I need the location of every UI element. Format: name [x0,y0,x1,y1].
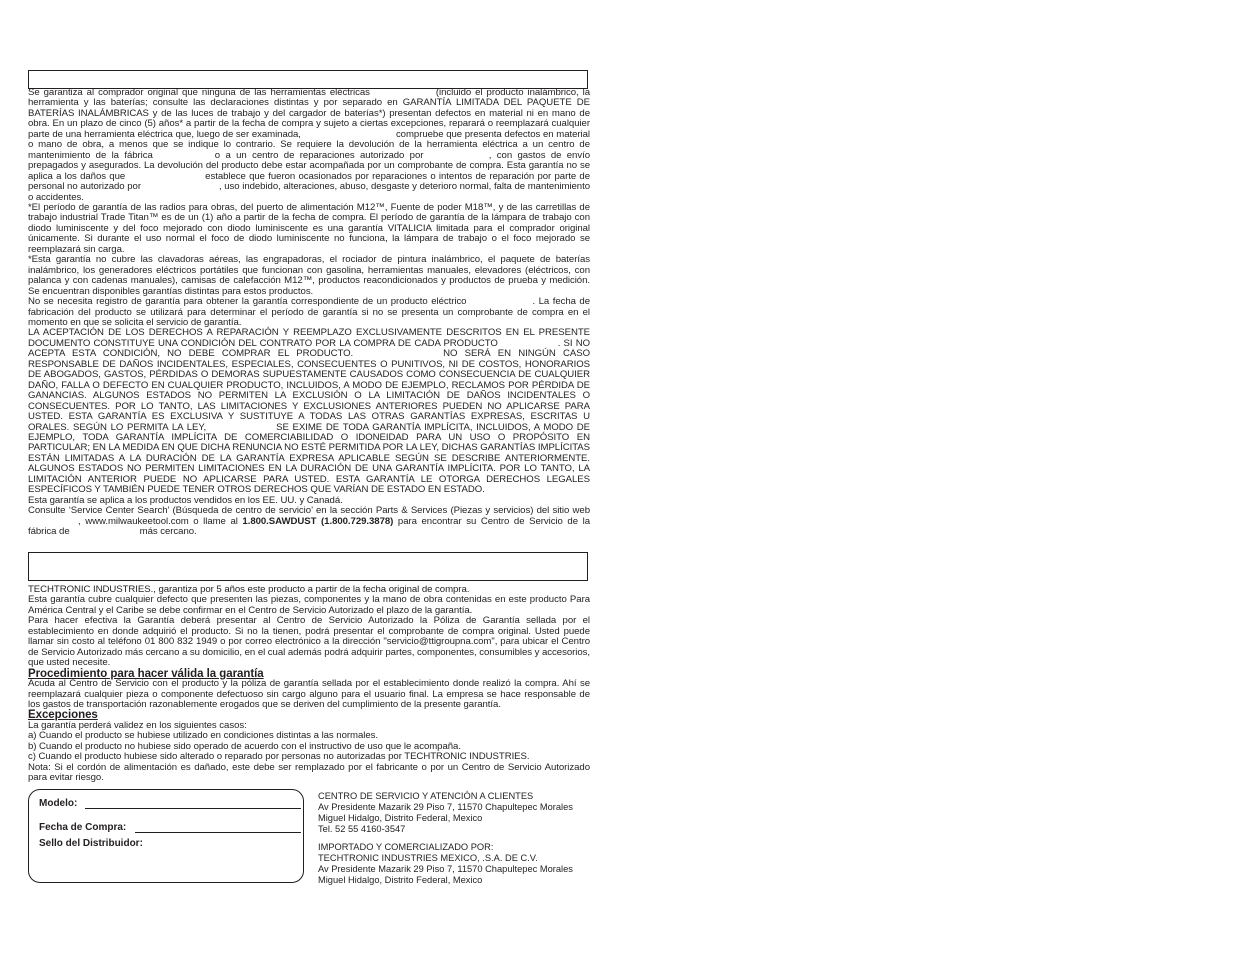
exception-c: c) Cuando el producto hubiese sido alterado o reparado por personas no autorizadas por TECHTRONIC INDUSTRIES. [28,751,530,763]
importer-address: IMPORTADO Y COMERCIALIZADO POR: TECHTRONIC INDUSTRIES MEXICO, .S.A. DE C.V. Av Presidente Mazarik 29 Piso 7, 11570 Chapultepec Morales Miguel Hidalgo, Distrito Federal, Mexico [318,842,573,885]
service-center-address: CENTRO DE SERVICIO Y ATENCIÓN A CLIENTES Av Presidente Mazarik 29 Piso 7, 11570 Chapultepec Morales Miguel Hidalgo, Distrito Federal, Mexico Tel. 52 55 4160-3547 [318,791,573,834]
us-warranty-disclaimer: LA ACEPTACIÓN DE LOS DERECHOS A REPARACIÓN Y REEMPLAZO EXCLUSIVAMENTE DESCRITOS EN EL PRESENTE DOCUMENTO CONSTITUYE UNA CONDICIÓN DEL CONTRATO POR LA COMPRA DE CADA PRODUCTO . SI NO ACEPTA ESTA CONDICIÓN, NO DEBE COMPRAR EL PRODUCTO. NO SERÁ EN NINGÚN CASO RESPONSABLE DE DAÑOS INCIDENTALES, ESPECIALES, CONSECUENTES O PUNITIVOS, NI DE COSTOS, HONORARIOS DE ABOGADOS, GASTOS, PÉRDIDAS O DEMORAS SUPUESTAMENTE CAUSADOS COMO CONSECUENCIA DE CUALQUIER DAÑO, FALLA O DEFECTO EN CUALQUIER PRODUCTO, INCLUIDOS, A MODO DE EJEMPLO, RECLAMOS POR PÉRDIDA DE GANANCIAS. ALGUNOS ESTADOS NO PERMITEN LA EXCLUSIÓN O LA LIMITACIÓN DE DAÑOS INCIDENTALES O CONSECUENTES. POR LO TANTO, LAS LIMITACIONES Y EXCLUSIONES ANTERIORES PUEDEN NO APLICARSE PARA USTED. ESTA GARANTÍA ES EXCLUSIVA Y SUSTITUYE A TODAS LAS OTRAS GARANTÍAS EXPRESAS, ESCRITAS U ORALES. SEGÚN LO PERMITA LA LEY, SE EXIME DE TODA GARANTÍA IMPLÍCITA, INCLUIDOS, A MODO DE EJEMPLO, TODA GARANTÍA IMPLÍCITA DE COMERCIABILIDAD O IDONEIDAD PARA UN USO O PROPÓSITO EN PARTICULAR; EN LA MEDIDA EN QUE DICHA RENUNCIA NO ESTÉ PERMITIDA POR LA LEY, DICHAS GARANTÍAS IMPLÍCITAS ESTÁN LIMITADAS A LA DURACIÓN DE LA GARANTÍA EXPRESA APLICABLE SEGÚN SE DESCRIBE ANTERIORMENTE. ALGUNOS ESTADOS NO PERMITEN LIMITACIONES EN LA DURACIÓN DE UNA GARANTÍA IMPLÍCITA. POR LO TANTO, LA LIMITACIÓN ANTERIOR PUEDE NO APLICARSE PARA USTED. ESTA GARANTÍA LE OTORGA DERECHOS LEGALES ESPECÍFICOS Y TAMBIÉN PUEDE TENER OTROS DERECHOS QUE VARÍAN DE ESTADO EN ESTADO. [28,327,591,496]
model-field-line[interactable] [85,808,301,809]
procedure-heading: Procedimiento para hacer válida la garantía [28,667,264,680]
us-warranty-paragraph-6: Consulte ‘Service Center Search’ (Búsqueda de centro de servicio’ en la sección Parts & Services (Piezas y servicios) del sitio web, www.milwaukeetool.com o llame al 1.800.SAWDUST (1.800.729.3878) para encontrar su Centro de Servicio de la fábrica de más cercano. [28,505,590,538]
warranty-form-box [28,789,304,883]
exceptions-heading: Excepciones [28,709,98,722]
model-label: Modelo: [39,798,78,809]
purchase-date-label: Fecha de Compra: [39,822,127,833]
us-warranty-paragraph-2: *El período de garantía de las radios para obras, del puerto de alimentación M12™, Fuente de poder M18™, y de las carretillas de trabajo industrial Trade Titan™ es de un (1) año a partir de la fecha de compra. El período de garantía de la lámpara de trabajo con diodo luminiscente y del foco mejorado con diodo luminiscente es una garantía VITALICIA limitada para el comprador original únicamente. Si durante el uso normal el foco de diodo luminiscente no funciona, la lámpara de trabajo o el foco mejorado se reemplazará sin carga. [28,201,590,255]
mx-warranty-header-box [28,552,588,581]
mx-warranty-paragraph-2: Esta garantía cubre cualquier defecto que presenten las piezas, componentes y la mano de obra contenidas en este producto Para América Central y el Caribe se debe confirmar en el Centro de Servicio Autorizado el plazo de la garantía. [28,594,590,616]
mx-warranty-paragraph-4: Acuda al Centro de Servicio con el producto y la póliza de garantía sellada por el establecimiento donde realizó la compra. Ahí se reemplazará cualquier pieza o componente defectuoso sin cargo alguno para el usuario final. La empresa se hace responsable de los gastos de transportación razonablemente erogados que se deriven del cumplimiento de la presente garantía. [28,678,590,711]
mx-warranty-paragraph-1: TECHTRONIC INDUSTRIES., garantiza por 5 años este producto a partir de la fecha original de compra. [28,584,470,595]
mx-warranty-paragraph-5: La garantía perderá validez en los siguientes casos: [28,719,247,731]
distributor-stamp-label: Sello del Distribuidor: [39,838,143,849]
mx-warranty-text [28,585,590,784]
exception-a: a) Cuando el producto se hubiese utilizado en condiciones distintas a las normales. [28,730,378,742]
exception-b: b) Cuando el producto no hubiese sido operado de acuerdo con el instructivo de uso que le acompaña. [28,740,461,752]
us-warranty-paragraph-3: *Esta garantía no cubre las clavadoras aéreas, las engrapadoras, el rociador de pintura inalámbrico, el paquete de baterías inalámbrico, los generadores eléctricos portátiles que funcionan con gasolina, herramientas manuales, elevadores (eléctricos, con palanca y con cadenas manuales), camisas de calefacción M12™, productos reacondicionados y productos de prueba y medición. Se encuentran disponibles garantías distintas para estos productos. [28,254,590,297]
purchase-date-field-line[interactable] [135,832,301,833]
us-warranty-paragraph-5: Esta garantía se aplica a los productos vendidos en los EE. UU. y Canadá. [28,494,343,506]
us-warranty-text [28,88,590,537]
us-warranty-paragraph-4: No se necesita registro de garantía para obtener la garantía correspondiente de un producto eléctrico . La fecha de fabricación del producto se utilizará para determinar el período de garantía si no se presenta un comprobante de compra en el momento en que se solicita el servicio de garantía. [28,296,591,328]
note: Nota: Si el cordón de alimentación es dañado, este debe ser remplazado por el fabricante o por un Centro de Servicio Autorizado para evitar riesgo. [28,761,590,784]
mx-warranty-paragraph-3: Para hacer efectiva la Garantía deberá presentar al Centro de Servicio Autorizado la Póliza de Garantía sellada por el establecimiento en donde adquirió el producto. Si no la tienen, podrá presentar el comprobante de compra original. Usted puede llamar sin costo al teléfono 01 800 832 1949 o por correo electrónico a la dirección "servicio@ttigroupna.com", para ubicar el Centro de Servicio Autorizado más cercano a su domicilio, en el cual además podrá adquirir partes, componentes, consumibles y accesorios, que usted necesite. [28,615,590,669]
us-warranty-paragraph-1: Se garantiza al comprador original que ninguna de las herramientas eléctricas (incluido el producto inalámbrico, la herramienta y las baterías; consulte las declaraciones distintas y por separado en GARANTÍA LIMITADA DEL PAQUETE DE BATERÍAS INALÁMBRICAS y de las luces de trabajo y del cargador de baterías*) presentan defectos en material ni en mano de obra. En un plazo de cinco (5) años* a partir de la fecha de compra y sujeto a ciertas excepciones, reparará o reemplazará cualquier parte de una herramienta eléctrica que, luego de ser examinada, compruebe que presenta defectos en material o mano de obra, a menos que se indique lo contrario. Se requiere la devolución de la herramienta eléctrica a un centro de mantenimiento de la fábrica o a un centro de reparaciones autorizado por , con gastos de envío prepagados y asegurados. La devolución del producto debe estar acompañada por un comprobante de compra. Esta garantía no se aplica a los daños que establece que fueron ocasionados por reparaciones o intentos de reparación por parte de personal no autorizado por , uso indebido, alteraciones, abuso, desgaste y deterioro normal, falta de mantenimiento o accidentes. [28,87,591,203]
service-phone-number: 1.800.SAWDUST (1.800.729.3878) [242,515,394,527]
